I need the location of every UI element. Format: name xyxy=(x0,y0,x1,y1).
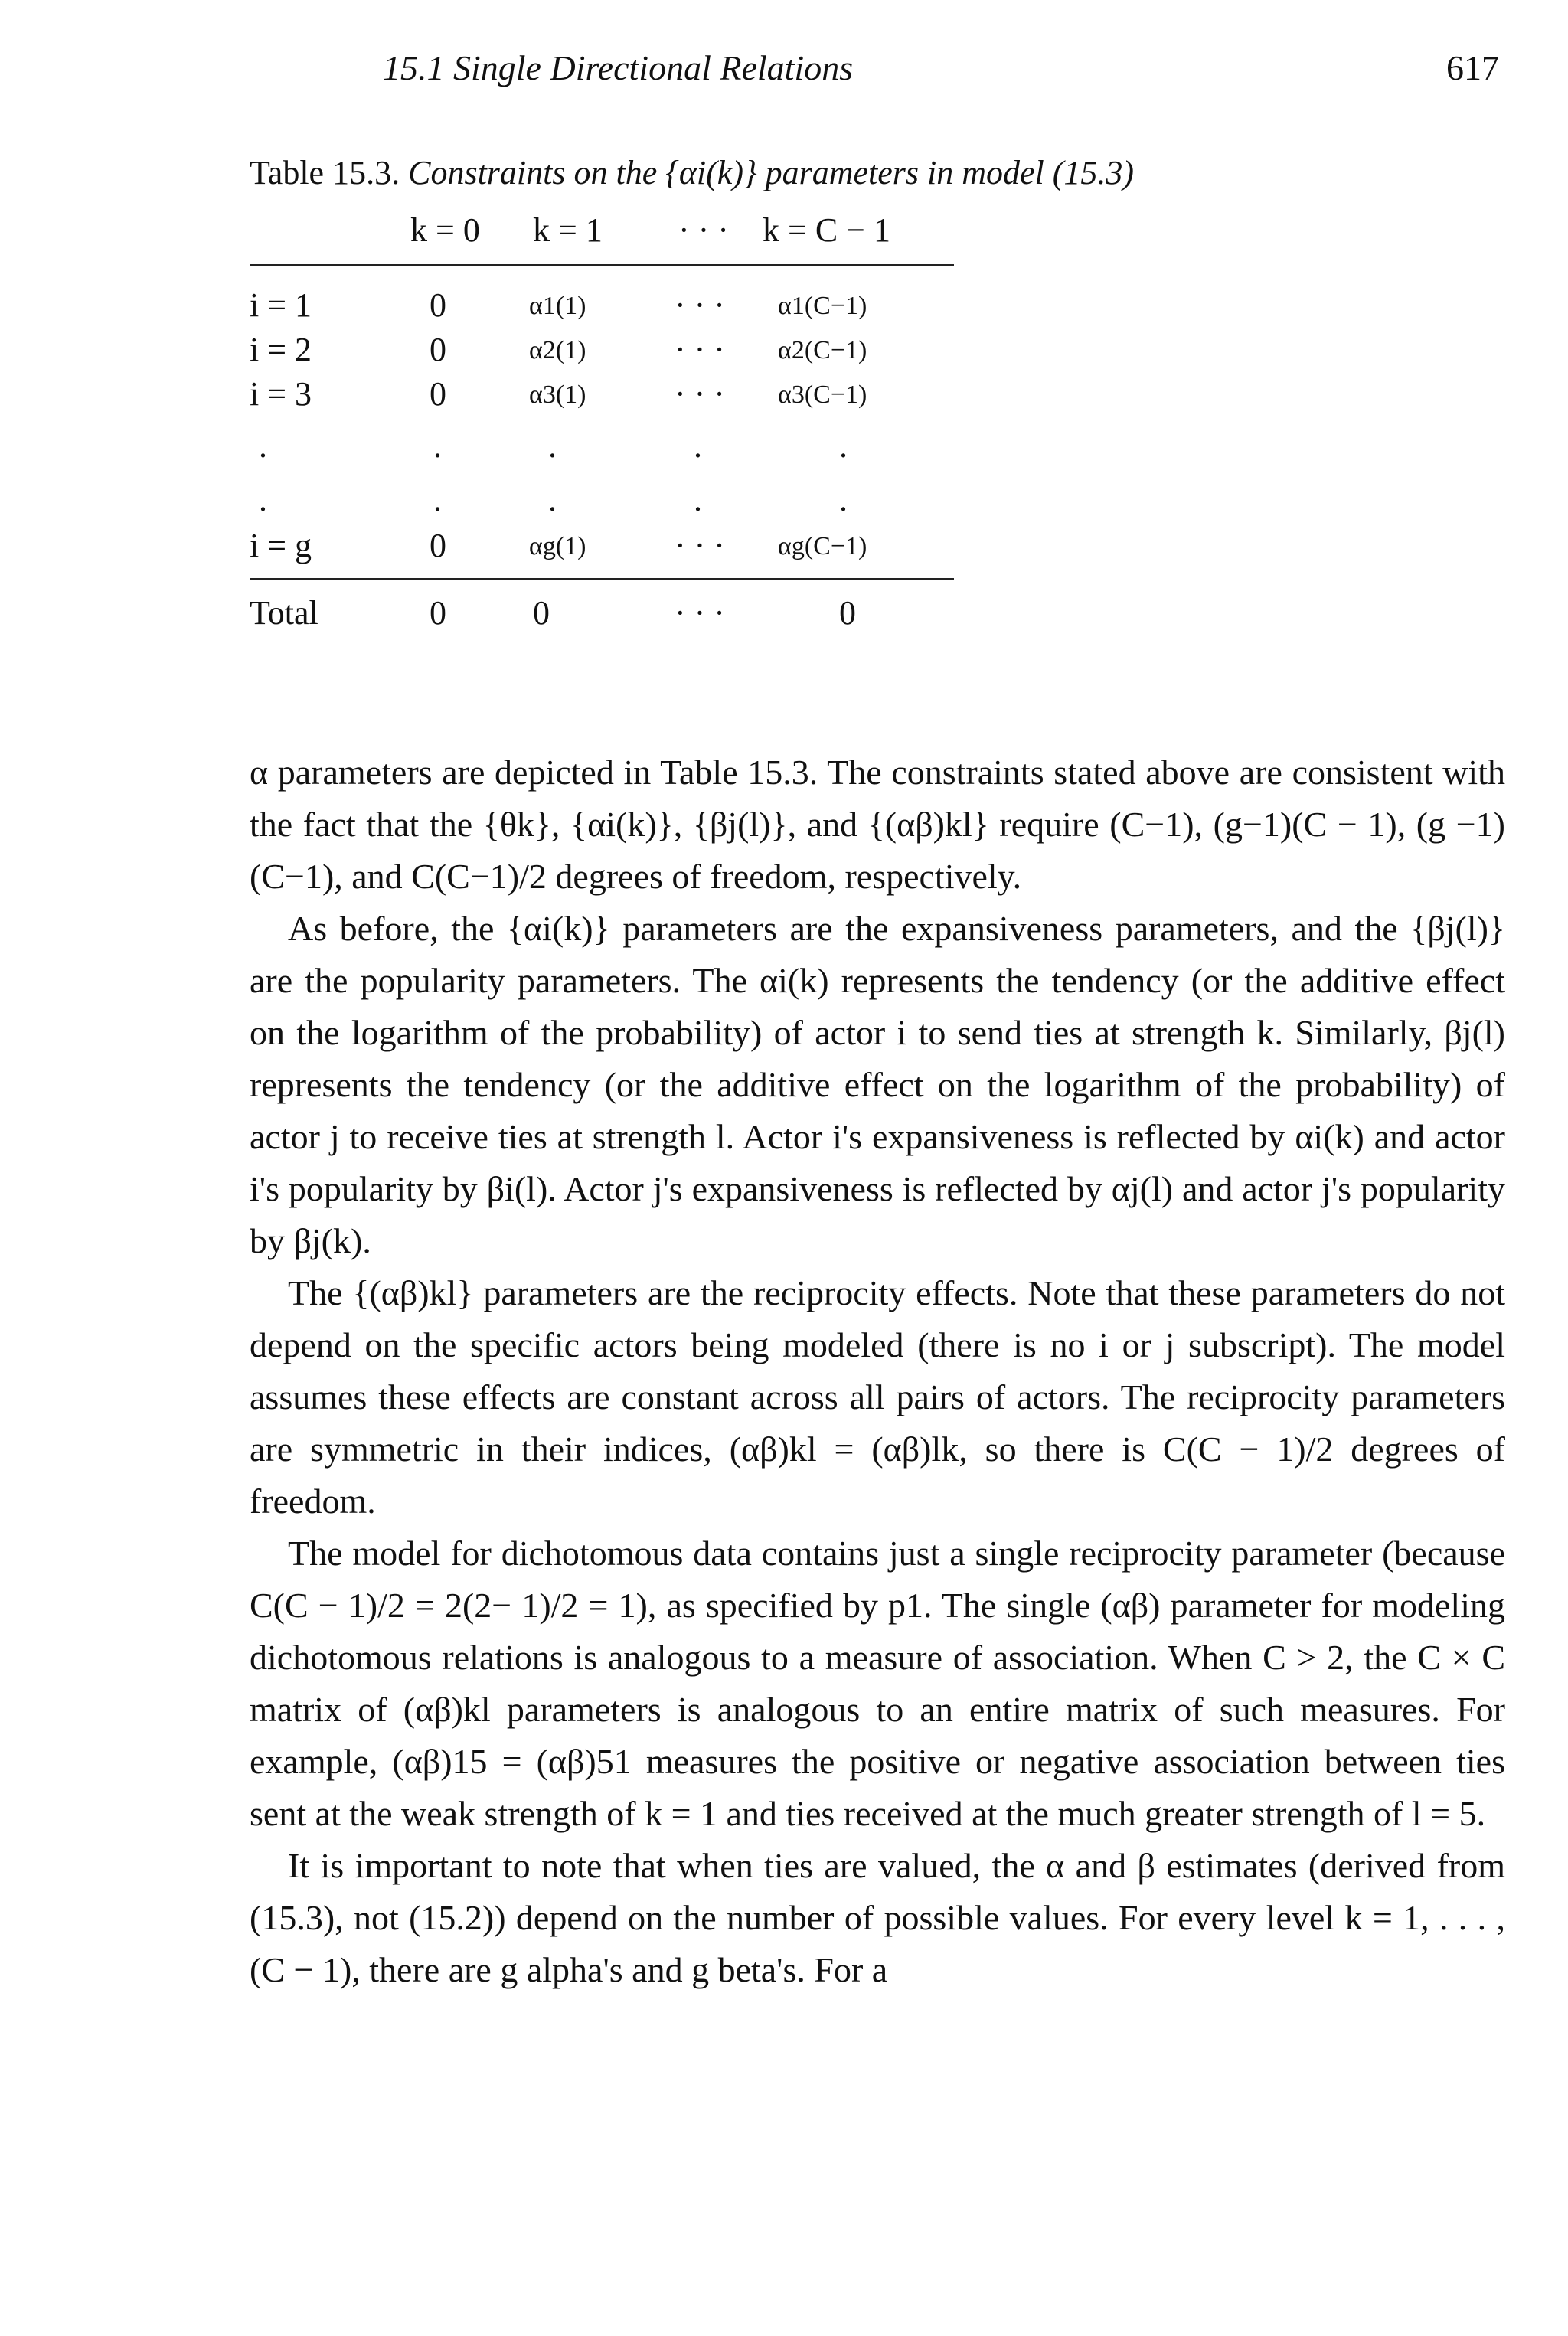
paragraph: α parameters are depicted in Table 15.3. The constraints stated above are consistent with the fact that the {θk}, {αi(k)}, {βj(l)}, and {(αβ)kl} require (C−1), (g−1)(C − 1), (g −1)(C−1), and C(C−1)/2 degrees of freedom, respectively. xyxy=(250,753,1505,896)
table-cell: α1(C−1) xyxy=(778,292,867,320)
table-row xyxy=(250,472,954,526)
table-cell: i = 1 xyxy=(250,286,312,324)
table-cell: 0 xyxy=(430,375,446,413)
table-cell: αg(1) xyxy=(529,532,586,560)
table-cell: 0 xyxy=(533,594,550,632)
table-cell: . xyxy=(694,481,702,518)
table-col-header: k = 0 xyxy=(410,211,480,249)
table-cell: 0 xyxy=(839,594,856,632)
table-middle-rule xyxy=(250,578,954,580)
table-cell: Total xyxy=(250,594,318,632)
table-row xyxy=(250,526,954,570)
table-cell: α3(C−1) xyxy=(778,381,867,409)
table-header-row xyxy=(250,211,954,255)
table-cell: · · · xyxy=(675,375,725,413)
table-cell: · · · xyxy=(675,594,725,632)
table-cell: . xyxy=(694,427,702,465)
table-cell: i = g xyxy=(250,527,312,564)
table-row xyxy=(250,374,954,419)
paragraph: The model for dichotomous data contains just a single reciprocity parameter (because C(C − 1)/2 = 2(2− 1)/2 = 1), as specified by p1. The single (αβ) parameter for modeling dichotomous relations is analogous to a measure of association. When C > 2, the C × C matrix of (αβ)kl parameters is analogous to an entire matrix of such measures. For example, (αβ)15 = (αβ)51 measures the positive or negative association between ties sent at the weak strength of k = 1 and ties received at the much greater strength of l = 5. xyxy=(250,1534,1505,1833)
table-cell: . xyxy=(548,427,557,465)
table-cell: · · · xyxy=(675,286,725,324)
running-head: 15.1 Single Directional Relations xyxy=(383,48,854,87)
paragraph: The {(αβ)kl} parameters are the reciprocity effects. Note that these parameters do not depend on the specific actors being modeled (there is no i or j subscript). The model assumes these effects are constant across all pairs of actors. The reciprocity parameters are symmetric in their indices, (αβ)kl = (αβ)lk, so there is C(C − 1)/2 degrees of freedom. xyxy=(250,1273,1505,1521)
table-caption xyxy=(250,153,1134,192)
table-cell: 0 xyxy=(430,527,446,564)
table-cell: αg(C−1) xyxy=(778,532,867,560)
table-col-header: k = C − 1 xyxy=(763,211,890,249)
table-cell: α1(1) xyxy=(529,292,586,320)
table-caption-label: Table 15.3. xyxy=(250,154,400,191)
table-row xyxy=(250,286,954,330)
table-cell: α2(1) xyxy=(529,336,586,364)
table-cell: · · · xyxy=(675,331,725,368)
table-cell: . xyxy=(433,427,442,465)
table-cell: . xyxy=(433,481,442,518)
paragraph: It is important to note that when ties are valued, the α and β estimates (derived from (15.3), not (15.2)) depend on the number of possible values. For every level k = 1, . . . , (C − 1), there are g alpha's and g beta's. For a xyxy=(250,1846,1505,1989)
table-cell: . xyxy=(839,481,848,518)
table-top-rule xyxy=(250,264,954,266)
table-cell: α2(C−1) xyxy=(778,336,867,364)
table-col-header: · · · xyxy=(678,211,729,249)
table-cell: · · · xyxy=(675,527,725,564)
table-cell: 0 xyxy=(430,594,446,632)
table-cell: 0 xyxy=(430,331,446,368)
table-cell: i = 2 xyxy=(250,331,312,368)
table-total-row xyxy=(250,593,954,638)
page-number: 617 xyxy=(1446,48,1499,87)
table-cell: . xyxy=(259,427,267,465)
table-cell: . xyxy=(839,427,848,465)
constraints-table xyxy=(250,211,954,632)
table-col-header: k = 1 xyxy=(533,211,603,249)
table-cell: 0 xyxy=(430,286,446,324)
table-cell: . xyxy=(259,481,267,518)
table-cell: α3(1) xyxy=(529,381,586,409)
paragraph: As before, the {αi(k)} parameters are the expansiveness parameters, and the {βj(l)} are the popularity parameters. The αi(k) represents the tendency (or the additive effect on the logarithm of the probability) of actor i to send ties at strength k. Similarly, βj(l) represents the tendency (or the additive effect on the logarithm of the probability) of actor j to receive ties at strength l. Actor i's expansiveness is reflected by αi(k) and actor i's popularity by βi(l). Actor j's expansiveness is reflected by αj(l) and actor j's popularity by βj(k). xyxy=(250,909,1505,1260)
body-text xyxy=(250,747,1505,1996)
table-cell: i = 3 xyxy=(250,375,312,413)
table-cell: . xyxy=(548,481,557,518)
table-row xyxy=(250,330,954,374)
table-row xyxy=(250,419,954,472)
table-caption-text: Constraints on the {αi(k)} parameters in model (15.3) xyxy=(408,154,1135,191)
